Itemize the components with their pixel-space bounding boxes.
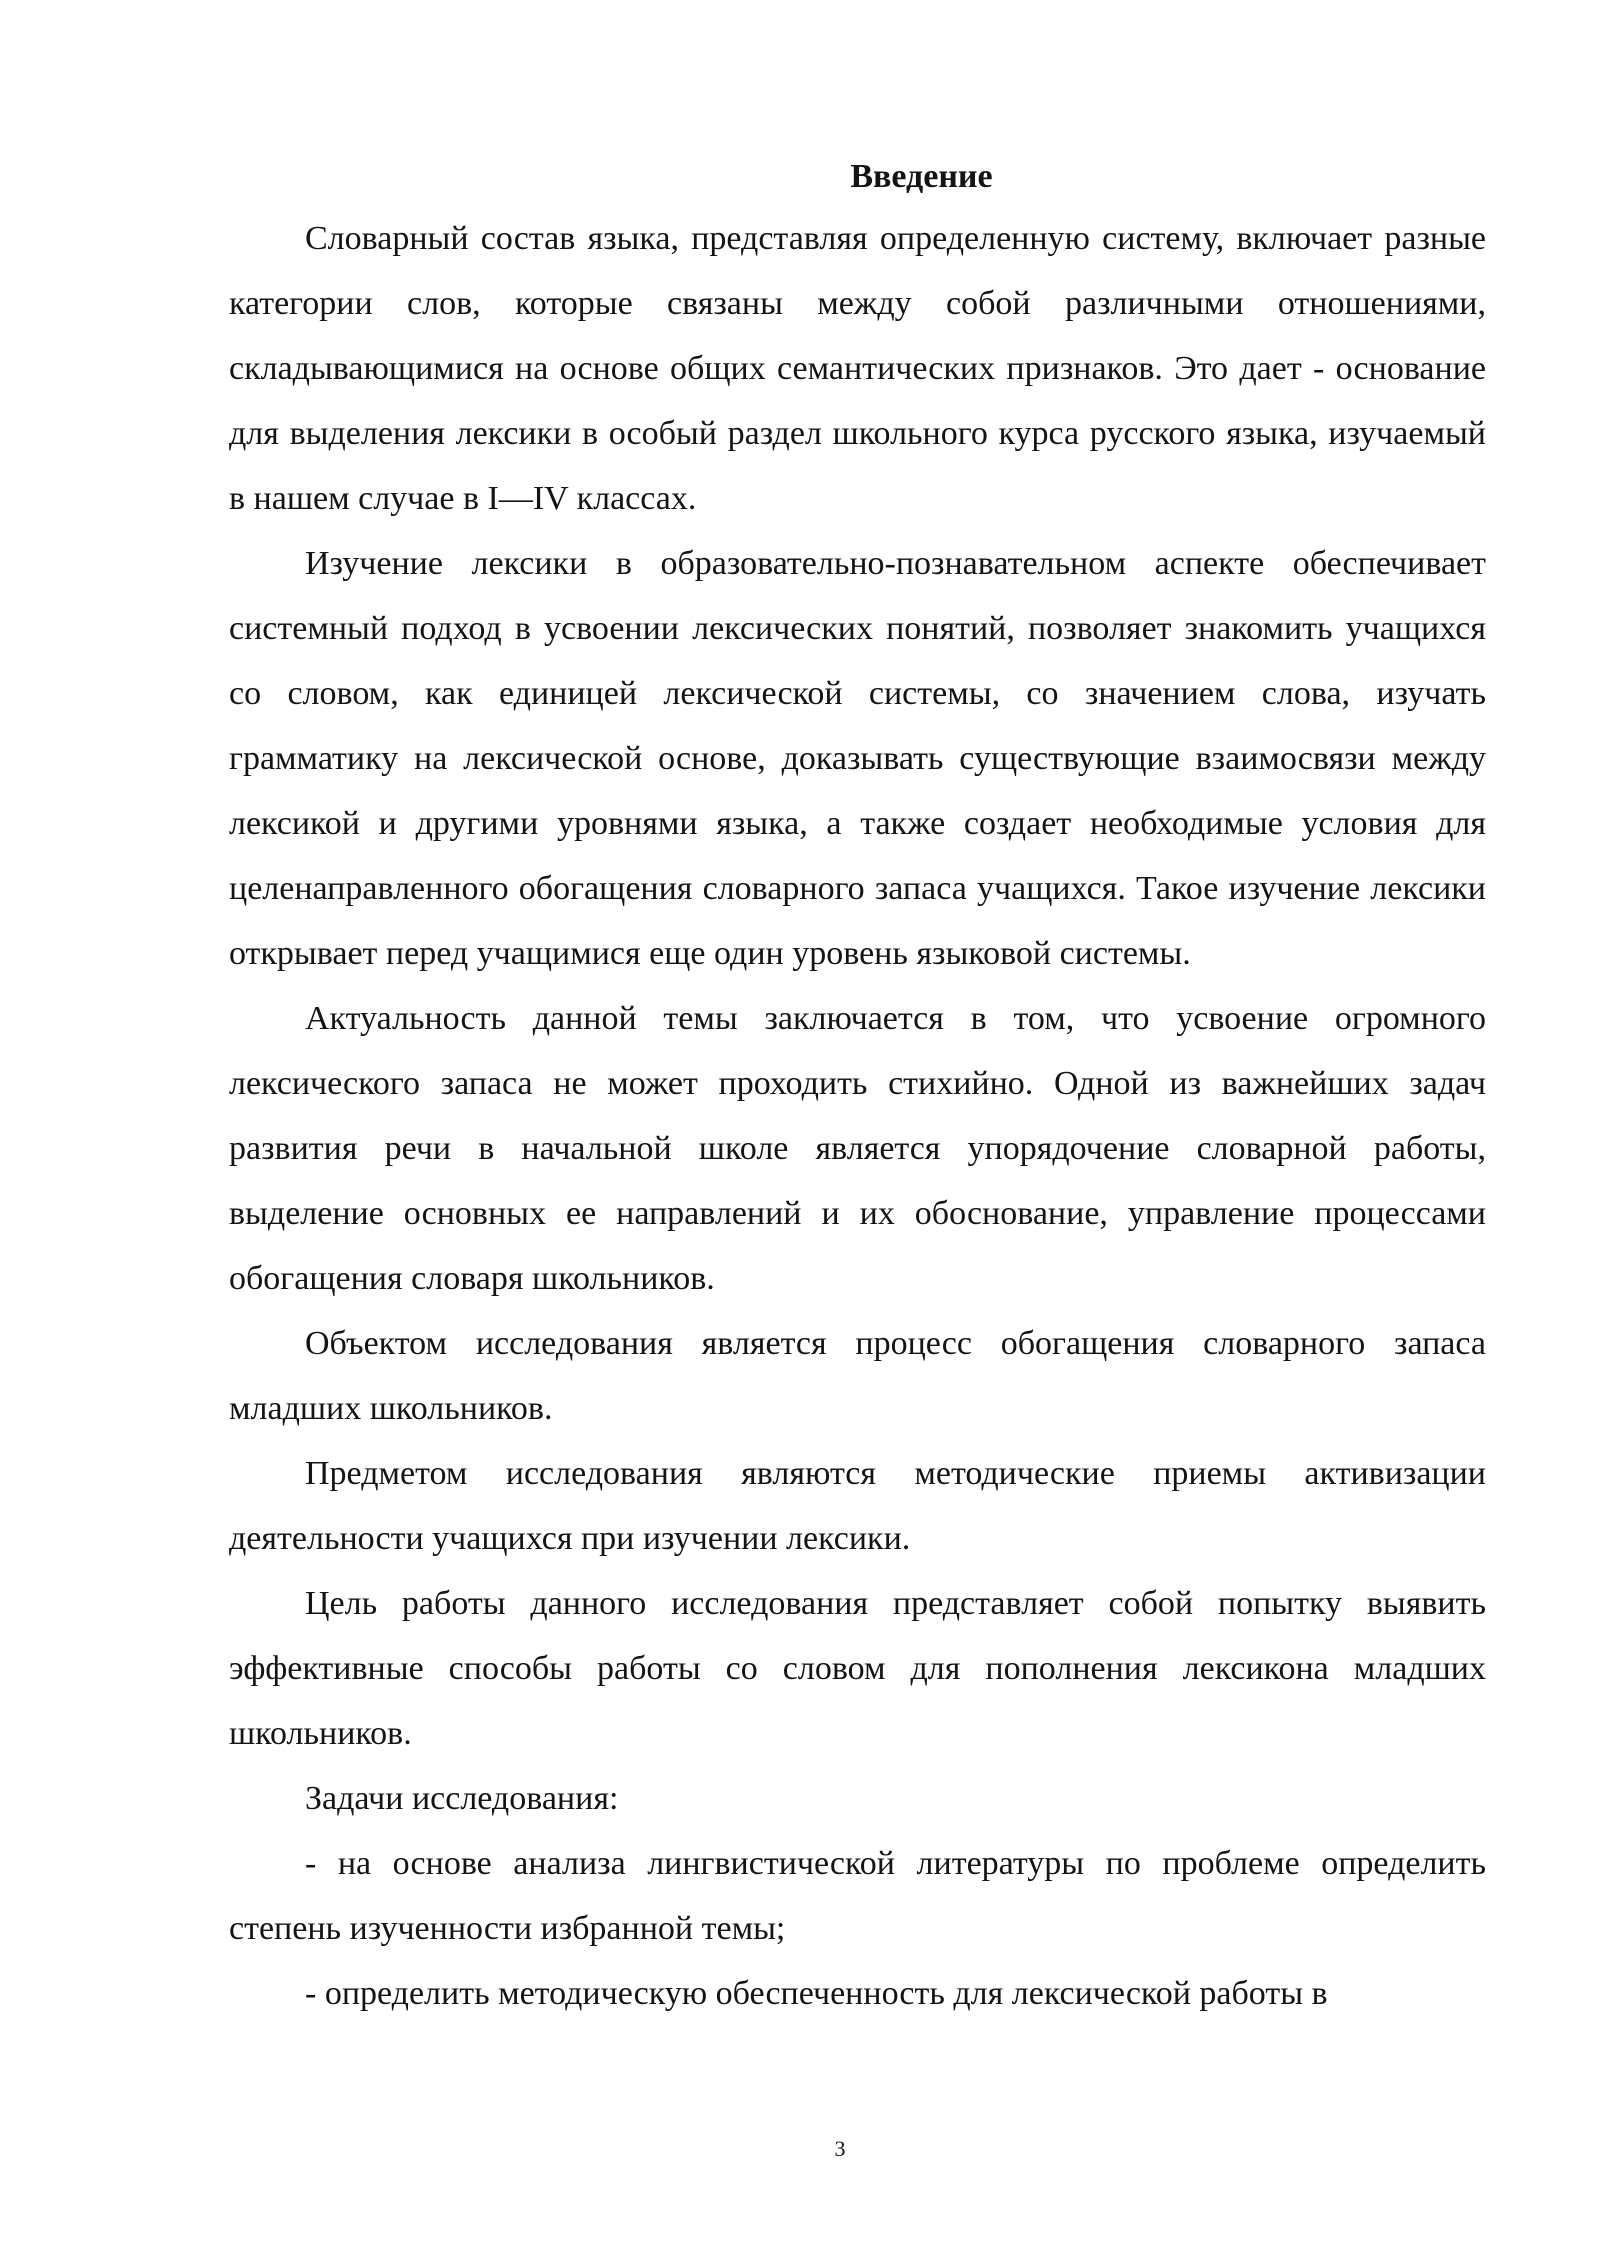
list-item-task-2: - определить методическую обеспеченность для лексической работы в: [305, 1975, 1328, 2012]
section-heading: Введение: [850, 158, 993, 195]
paragraph-lexicon-study: Изучение лексики в образовательно-познавательном аспекте обеспечивает системный подход в усвоении лексических понятий, позволяет знакомить учащихся со словом, как единицей лексической системы, со значением слова, изучать грамматику на лексической основе, доказывать существующие взаимосвязи между лексикой и другими уровнями языка, а также создает необходимые условия для целенаправленного обогащения словарного запаса учащихся. Такое изучение лексики открывает перед учащимися еще один уровень языковой системы.: [229, 545, 1486, 972]
paragraph-intro: Словарный состав языка, представляя определенную систему, включает разные категории слов, которые связаны между собой различными отношениями, складывающимися на основе общих семантических признаков. Это дает - основание для выделения лексики в особый раздел школьного курса русского языка, изучаемый в нашем случае в I—IV классах.: [229, 220, 1486, 517]
paragraph-object: Объектом исследования является процесс обогащения словарного запаса младших школьников.: [229, 1325, 1486, 1427]
page-number: 3: [834, 2136, 846, 2161]
paragraph-relevance: Актуальность данной темы заключается в том, что усвоение огромного лексического запаса не может проходить стихийно. Одной из важнейших задач развития речи в начальной школе является упорядочение словарной работы, выделение основных ее направлений и их обоснование, управление процессами обогащения словаря школьников.: [229, 1000, 1486, 1297]
paragraph-tasks-heading: Задачи исследования:: [305, 1780, 619, 1817]
list-item-task-1: - на основе анализа лингвистической литературы по проблеме определить степень изученности избранной темы;: [229, 1845, 1486, 1947]
page-content: [229, 148, 1486, 2026]
paragraph-subject: Предметом исследования являются методические приемы активизации деятельности учащихся при изучении лексики.: [229, 1455, 1486, 1557]
paragraph-goal: Цель работы данного исследования представляет собой попытку выявить эффективные способы работы со словом для пополнения лексикона младших школьников.: [229, 1585, 1486, 1752]
